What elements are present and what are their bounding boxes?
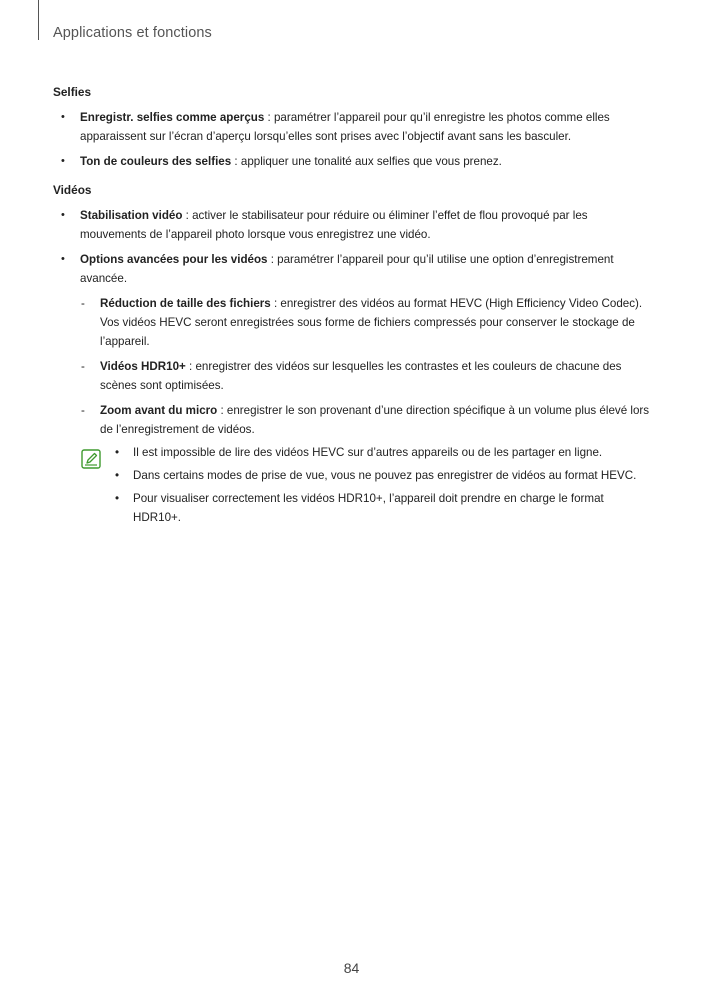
note-item — [115, 443, 653, 462]
bullet-icon: • — [61, 209, 65, 221]
dash-icon: - — [81, 360, 85, 373]
section-heading-videos: Vidéos — [53, 183, 92, 197]
sub-list-item — [53, 357, 653, 395]
header-divider — [38, 0, 39, 40]
dash-icon: - — [81, 297, 85, 310]
bullet-icon: • — [61, 111, 65, 123]
description: : activer le stabilisateur pour réduire ou éliminer l’effet de flou provoqué par les mouvements de l’appareil photo lorsque vous enregistrez une vidéo. — [80, 209, 588, 241]
description: : enregistrer le son provenant d’une direction spécifique à un volume plus élevé lors de l’enregistrement de vidéos. — [100, 404, 650, 436]
list-item — [53, 108, 653, 146]
description: : paramétrer l’appareil pour qu’il enregistre les photos comme elles apparaissent sur l’écran d’aperçu lorsqu’elles sont prises avec l’objectif avant sans les basculer. — [80, 111, 610, 143]
description: : enregistrer des vidéos au format HEVC (High Efficiency Video Codec). Vos vidéos HEVC seront enregistrées sous forme de fichiers compressés pour conserver le stockage de l’appareil. — [100, 297, 643, 348]
bullet-icon: • — [115, 446, 120, 459]
document-body — [53, 83, 653, 527]
term: Enregistr. selfies comme aperçus — [80, 111, 265, 124]
note-item — [115, 466, 653, 485]
section-heading-selfies: Selfies — [53, 85, 92, 99]
list-item — [53, 206, 653, 244]
description: : paramétrer l’appareil pour qu’il utilise une option d’enregistrement avancée. — [80, 253, 614, 285]
note-text: Pour visualiser correctement les vidéos HDR10+, l’appareil doit prendre en charge le format HDR10+. — [133, 492, 604, 524]
list-item — [53, 250, 653, 288]
term: Vidéos HDR10+ — [100, 360, 186, 373]
note-text: Dans certains modes de prise de vue, vous ne pouvez pas enregistrer de vidéos au format HEVC. — [133, 469, 637, 482]
bullet-icon: • — [115, 469, 120, 482]
page-number: 84 — [343, 960, 360, 976]
page-header-title: Applications et fonctions — [53, 25, 212, 41]
term: Options avancées pour les vidéos — [80, 253, 268, 266]
term: Réduction de taille des fichiers — [100, 297, 271, 310]
description: : appliquer une tonalité aux selfies que vous prenez. — [231, 155, 502, 168]
bullet-icon: • — [61, 253, 65, 265]
note-text: Il est impossible de lire des vidéos HEVC sur d’autres appareils ou de les partager en ligne. — [133, 446, 603, 459]
note-block — [53, 443, 653, 527]
note-pencil-icon — [81, 449, 101, 469]
note-item — [115, 489, 653, 527]
list-item — [53, 152, 653, 171]
description: : enregistrer des vidéos sur lesquelles les contrastes et les couleurs de chacune des scènes sont optimisées. — [100, 360, 622, 392]
bullet-icon: • — [61, 155, 65, 167]
sub-list-item — [53, 294, 653, 351]
term: Stabilisation vidéo — [80, 209, 183, 222]
dash-icon: - — [81, 404, 85, 417]
term: Ton de couleurs des selfies — [80, 155, 232, 168]
term: Zoom avant du micro — [100, 404, 218, 417]
bullet-icon: • — [115, 492, 120, 505]
sub-list-item — [53, 401, 653, 439]
